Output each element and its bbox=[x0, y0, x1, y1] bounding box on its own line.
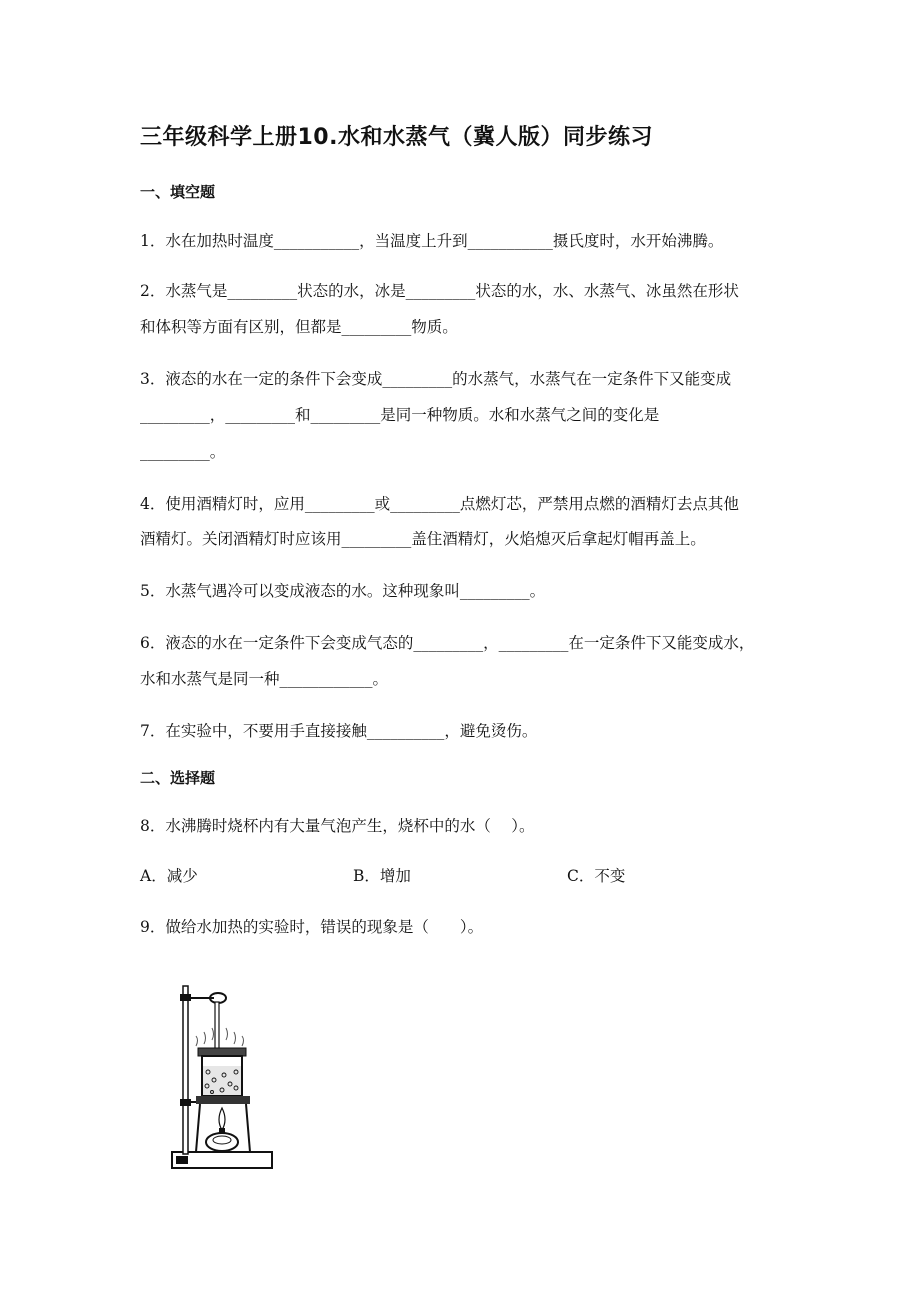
question-3-line-3: _________。 bbox=[140, 443, 226, 461]
heating-apparatus-illustration bbox=[166, 980, 280, 1180]
question-2-line-1: 2．水蒸气是_________状态的水，冰是_________状态的水，水、水蒸气、冰虽然在形状 bbox=[140, 282, 739, 300]
question-6-line-2: 水和水蒸气是同一种____________。 bbox=[140, 670, 389, 688]
question-1: 1．水在加热时温度___________，当温度上升到___________摄氏度时，水开始沸腾。 bbox=[140, 232, 724, 250]
question-4-line-1: 4．使用酒精灯时，应用_________或_________点燃灯芯，严禁用点燃的酒精灯去点其他 bbox=[140, 495, 739, 513]
question-3-line-1: 3．液态的水在一定的条件下会变成_________的水蒸气，水蒸气在一定条件下又能变成 bbox=[140, 370, 732, 388]
question-6-line-1: 6．液态的水在一定条件下会变成气态的_________，_________在一定条件下又能变成水， bbox=[140, 634, 755, 652]
question-8: 8．水沸腾时烧杯内有大量气泡产生，烧杯中的水（ ）。 bbox=[140, 817, 535, 835]
page-title: 三年级科学上册10.水和水蒸气（冀人版）同步练习 bbox=[140, 125, 653, 150]
option-c: C．不变 bbox=[567, 867, 626, 885]
option-a: A．减少 bbox=[140, 867, 198, 885]
question-4-line-2: 酒精灯。关闭酒精灯时应该用_________盖住酒精灯，火焰熄灭后拿起灯帽再盖上。 bbox=[140, 530, 706, 548]
question-5: 5．水蒸气遇冷可以变成液态的水。这种现象叫_________。 bbox=[140, 582, 546, 600]
question-3-line-2: _________，_________和_________是同一种物质。水和水蒸气之间的变化是 bbox=[140, 406, 660, 424]
question-7: 7．在实验中，不要用手直接接触__________，避免烫伤。 bbox=[140, 722, 538, 740]
option-b: B．增加 bbox=[353, 867, 411, 885]
section-heading-fill-in: 一、填空题 bbox=[140, 183, 216, 201]
section-heading-choice: 二、选择题 bbox=[140, 769, 216, 787]
question-2-line-2: 和体积等方面有区别，但都是_________物质。 bbox=[140, 318, 458, 336]
question-9: 9．做给水加热的实验时，错误的现象是（ ）。 bbox=[140, 918, 484, 936]
